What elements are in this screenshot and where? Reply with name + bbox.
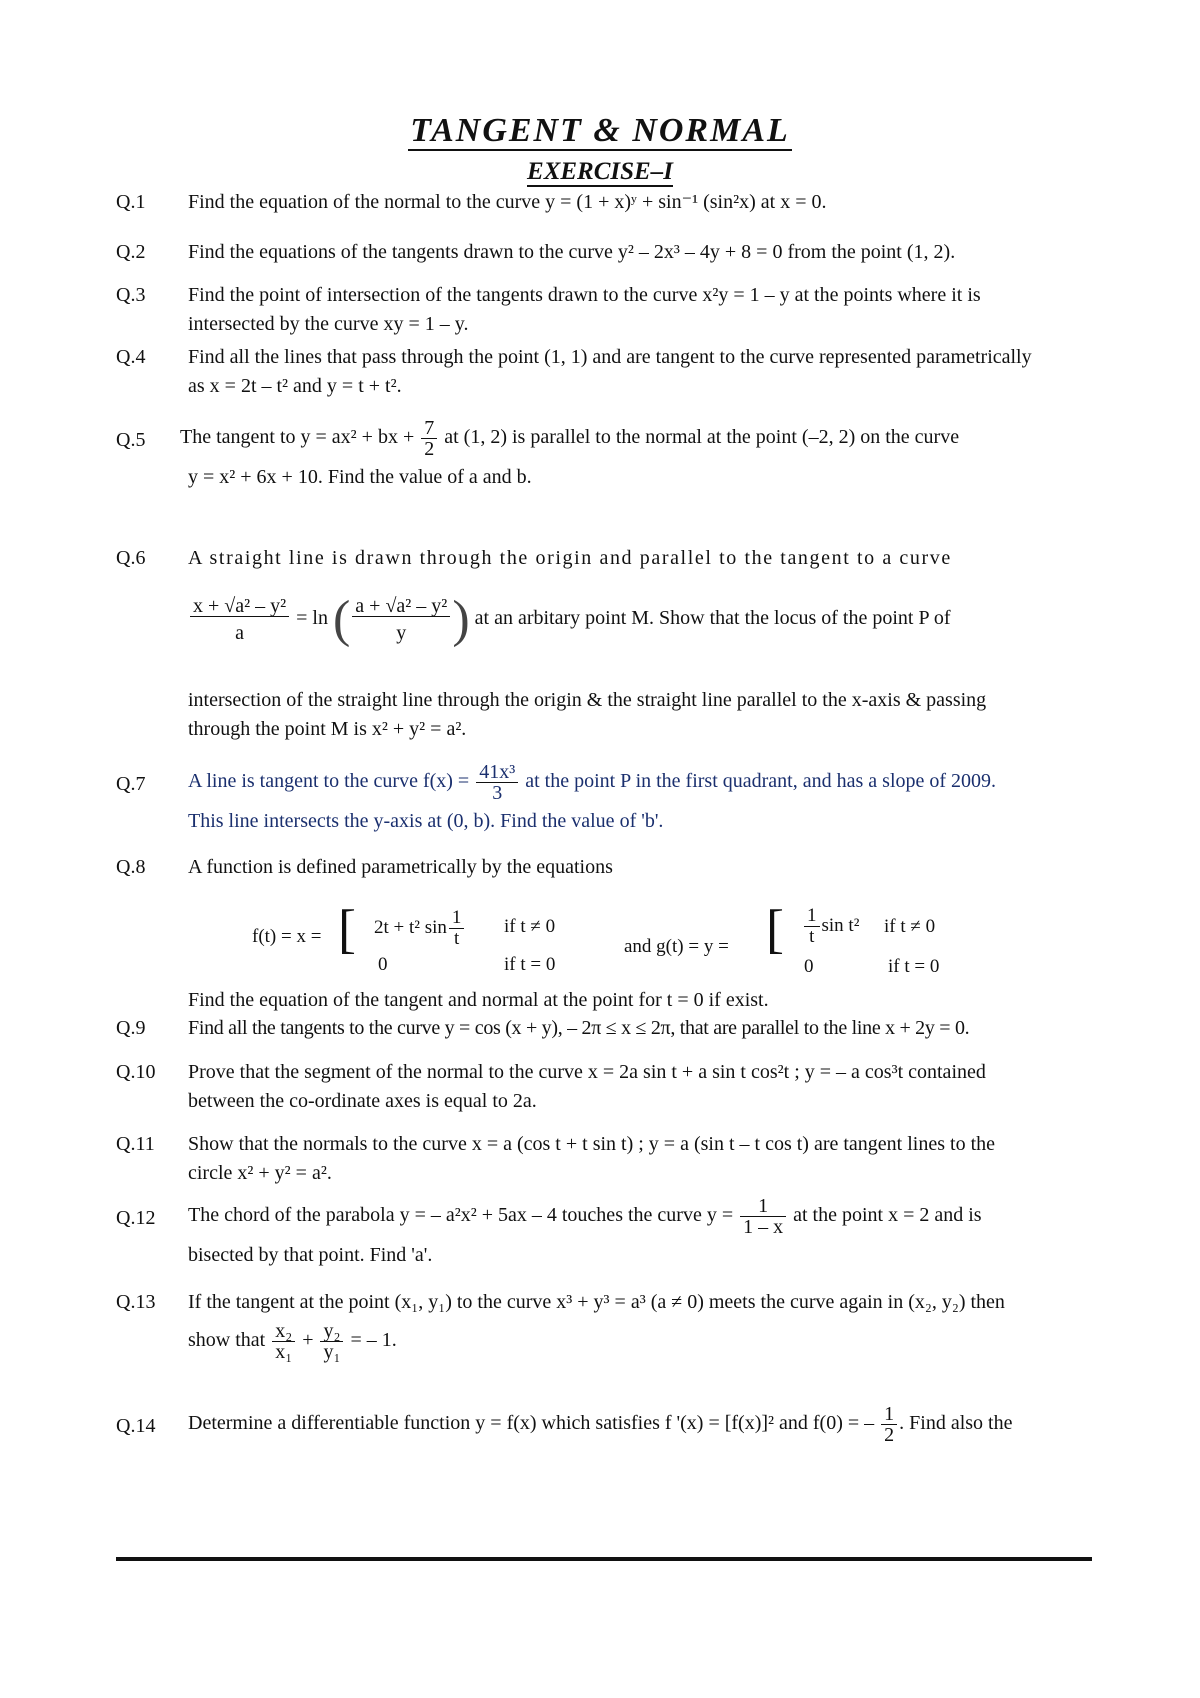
question-number: Q.6 bbox=[116, 547, 146, 569]
question-text: Find the equation of the normal to the curve y = (1 + x)ʸ + sin⁻¹ (sin²x) at x = 0. bbox=[188, 191, 827, 213]
question-number: Q.4 bbox=[116, 346, 146, 368]
question-text: Find all the lines that pass through the point (1, 1) and are tangent to the curve represented parametrically as x = 2t – t² and y = t + t². bbox=[188, 346, 1032, 397]
equation-line: $\frac{\text{x + √a² – y²}}{a}$ = ln ( $\frac{\text{a + √a² – y²}}{y}$ ) at an arbitary point M. Show that the locus of the point P of bbox=[188, 596, 1092, 643]
question-text: Find the equations of the tangents drawn to the curve y² – 2x³ – 4y + 8 = 0 from the point (1, 2). bbox=[188, 241, 956, 263]
question-number: Q.9 bbox=[116, 1017, 146, 1039]
question-number: Q.13 bbox=[116, 1291, 156, 1313]
page-title: TANGENT & NORMAL bbox=[410, 112, 790, 149]
question-number: Q.2 bbox=[116, 241, 146, 263]
fraction: $\frac{1}{t}$ bbox=[449, 908, 465, 949]
question-number: Q.8 bbox=[116, 856, 146, 878]
piecewise-definitions: f(t) = x = [ 2t + t² sin $\frac{1}{t}$ if t ≠ 0 0 if t = 0 and g(t) = y = [ $\frac{1}{t}$ sin t² if t ≠ 0 0 if t = 0 bbox=[252, 899, 940, 977]
question-text: The tangent to y = ax² + bx + $\frac{7}{2}$ at (1, 2) is parallel to the normal at the point (–2, 2) on the curve y = x² + 6x + 10. Find the value of a and b. bbox=[180, 417, 960, 488]
question-number: Q.1 bbox=[116, 191, 146, 213]
question-number: Q.5 bbox=[116, 429, 146, 451]
question-text: Find the equation of the tangent and normal at the point for t = 0 if exist. bbox=[188, 989, 769, 1011]
fraction: $\frac{\text{x + √a² – y²}}{a}$ bbox=[190, 596, 289, 643]
question-text: A straight line is drawn through the origin and parallel to the tangent to a curve bbox=[188, 547, 952, 569]
fraction: $\frac{1}{1 - x}$ bbox=[740, 1196, 786, 1237]
question-text: Find all the tangents to the curve y = cos (x + y), – 2π ≤ x ≤ 2π, that are parallel to the line x + 2y = 0. bbox=[188, 1017, 970, 1039]
question-text: A line is tangent to the curve f(x) = $\frac{\text{41x³}}{3}$ at the point P in the first quadrant, and has a slope of 2009. This line intersects the y-axis at (0, b). Find the value of 'b'. bbox=[188, 761, 997, 832]
exercise-heading: EXERCISE–I bbox=[527, 158, 673, 185]
question-text: Show that the normals to the curve x = a (cos t + t sin t) ; y = a (sin t – t cos t) are tangent lines to the circle x² + y² = a². bbox=[188, 1133, 996, 1184]
question-number: Q.3 bbox=[116, 284, 146, 306]
fraction: $\frac{7}{2}$ bbox=[421, 418, 437, 459]
fraction: $\frac{\text{a + √a² – y²}}{y}$ bbox=[352, 596, 450, 643]
question-text: If the tangent at the point (x₁, y₁) to the curve x³ + y³ = a³ (a ≠ 0) meets the curve again in (x₂, y₂) then show that $\frac{\text{x₂}}{\text{x₁}}$ + $\frac{\text{y₂}}{\text{y₁}}$ = – 1. bbox=[188, 1291, 1005, 1363]
question-text: Find the point of intersection of the tangents drawn to the curve x²y = 1 – y at the points where it is intersected by the curve xy = 1 – y. bbox=[188, 284, 981, 335]
fraction: $\frac{1}{t}$ bbox=[804, 906, 820, 947]
fraction: $\frac{\text{41x³}}{3}$ bbox=[476, 762, 518, 803]
question-number: Q.11 bbox=[116, 1133, 155, 1155]
fraction: $\frac{\text{y₂}}{\text{y₁}}$ bbox=[320, 1321, 343, 1362]
question-text: Prove that the segment of the normal to the curve x = 2a sin t + a sin t cos²t ; y = – a cos³t contained between the co-ordinate axes is equal to 2a. bbox=[188, 1061, 986, 1112]
question-text: Determine a differentiable function y = f(x) which satisfies f '(x) = [f(x)]² and f(0) = – $\frac{1}{2}$ . Find also the bbox=[188, 1403, 1013, 1446]
question-6-equation bbox=[116, 590, 1092, 670]
question-number: Q.10 bbox=[116, 1061, 156, 1083]
question-text: The chord of the parabola y = – a²x² + 5ax – 4 touches the curve y = $\frac{1}{1 - x}$ at the point x = 2 and is bisected by that point. Find 'a'. bbox=[188, 1195, 982, 1266]
question-text: A function is defined parametrically by the equations bbox=[188, 856, 613, 878]
question-number: Q.14 bbox=[116, 1415, 156, 1437]
footer-rule bbox=[116, 1557, 1092, 1561]
fraction: $\frac{1}{2}$ bbox=[881, 1404, 897, 1445]
question-number: Q.12 bbox=[116, 1207, 156, 1229]
question-number: Q.7 bbox=[116, 773, 146, 795]
question-text: intersection of the straight line through the origin & the straight line parallel to the x-axis & passing through the point M is x² + y² = a². bbox=[188, 689, 987, 740]
fraction: $\frac{\text{x₂}}{\text{x₁}}$ bbox=[272, 1321, 295, 1362]
